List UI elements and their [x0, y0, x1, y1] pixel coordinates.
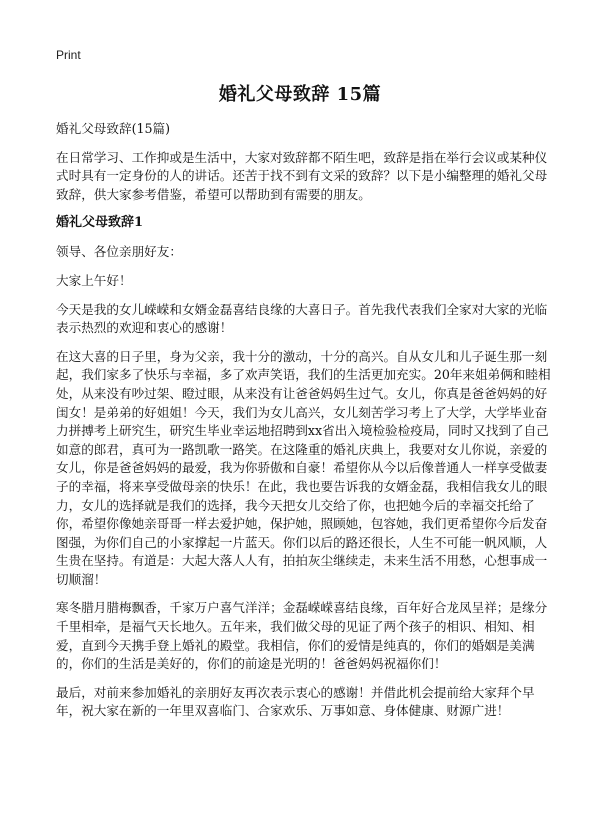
document-subtitle: 婚礼父母致辞(15篇) — [56, 121, 171, 136]
greeting-paragraph: 大家上午好！ — [56, 272, 132, 288]
print-label: Print — [56, 48, 81, 62]
section-heading: 婚礼父母致辞1 — [56, 215, 144, 231]
document-body — [56, 120, 556, 731]
body-paragraph: 在这大喜的日子里，身为父亲，我十分的激动，十分的高兴。自从女儿和儿子诞生那一刻起，我们家多了快乐与幸福，多了欢声笑语，我们的生活更加充实。20年来姐弟俩和睦相处，从来没有吵过架、瞪过眼，从来没有让爸爸妈妈生过气。女儿，你真是爸爸妈妈的好闺女！是弟弟的好姐姐！今天，我们为女儿高兴，女儿刻苦学习考上了大学，大学毕业奋力拼搏考上研究生，研究生毕业幸运地招聘到xx省出入境检验检疫局，同时又找到了自己如意的郎君，真可为一路凯歌一路笑。在这隆重的婚礼庆典上，我要对女儿你说，亲爱的女儿，你是爸爸妈妈的最爱，我为你骄傲和自豪！希望你从今以后像普通人一样享受做妻子的幸福，将来享受做母亲的快乐！在此，我也要告诉我的女婿金磊，我相信我女儿的眼力，女儿的选择就是我们的选择，我今天把女儿交给了你，也把她今后的幸福交托给了你，希望你像她亲哥哥一样去爱护她，保护她，照顾她，包容她，我们更希望你今后发奋图强，为你们自己的小家撑起一片蓝天。你们以后的路还很长，人生不可能一帆风顺，人生贵在坚持。有道是：大起大落人人有，拍拍灰尘继续走，未来生活不用愁，心想事成一切顺溜！ — [56, 348, 551, 587]
body-paragraph: 今天是我的女儿嵘嵘和女婿金磊喜结良缘的大喜日子。首先我代表我们全家对大家的光临表示热烈的欢迎和衷心的感谢！ — [56, 301, 548, 336]
document-title: 婚礼父母致辞 15篇 — [218, 84, 382, 105]
body-paragraph: 寒冬腊月腊梅飘香，千家万户喜气洋洋；金磊嵘嵘喜结良缘，百年好合龙凤呈祥；是缘分千里相牵，是福气天长地久。五年来，我们做父母的见证了两个孩子的相识、相知、相爱，直到今天携手登上婚礼的殿堂。我相信，你们的爱情是纯真的，你们的婚姻是美满的，你们的生活是美好的，你们的前途是光明的！爸爸妈妈祝福你们！ — [56, 600, 548, 672]
salutation-paragraph: 领导、各位亲朋好友： — [56, 244, 182, 260]
intro-paragraph: 在日常学习、工作抑或是生活中，大家对致辞都不陌生吧，致辞是指在举行会议或某种仪式时具有一定身份的人的讲话。还苦于找不到有文采的致辞？以下是小编整理的婚礼父母致辞，供大家参考借鉴，希望可以帮助到有需要的朋友。 — [56, 149, 548, 202]
closing-paragraph: 最后，对前来参加婚礼的亲朋好友再次表示衷心的感谢！并借此机会提前给大家拜个早年，祝大家在新的一年里双喜临门、合家欢乐、万事如意、身体健康、财源广进！ — [56, 684, 535, 719]
